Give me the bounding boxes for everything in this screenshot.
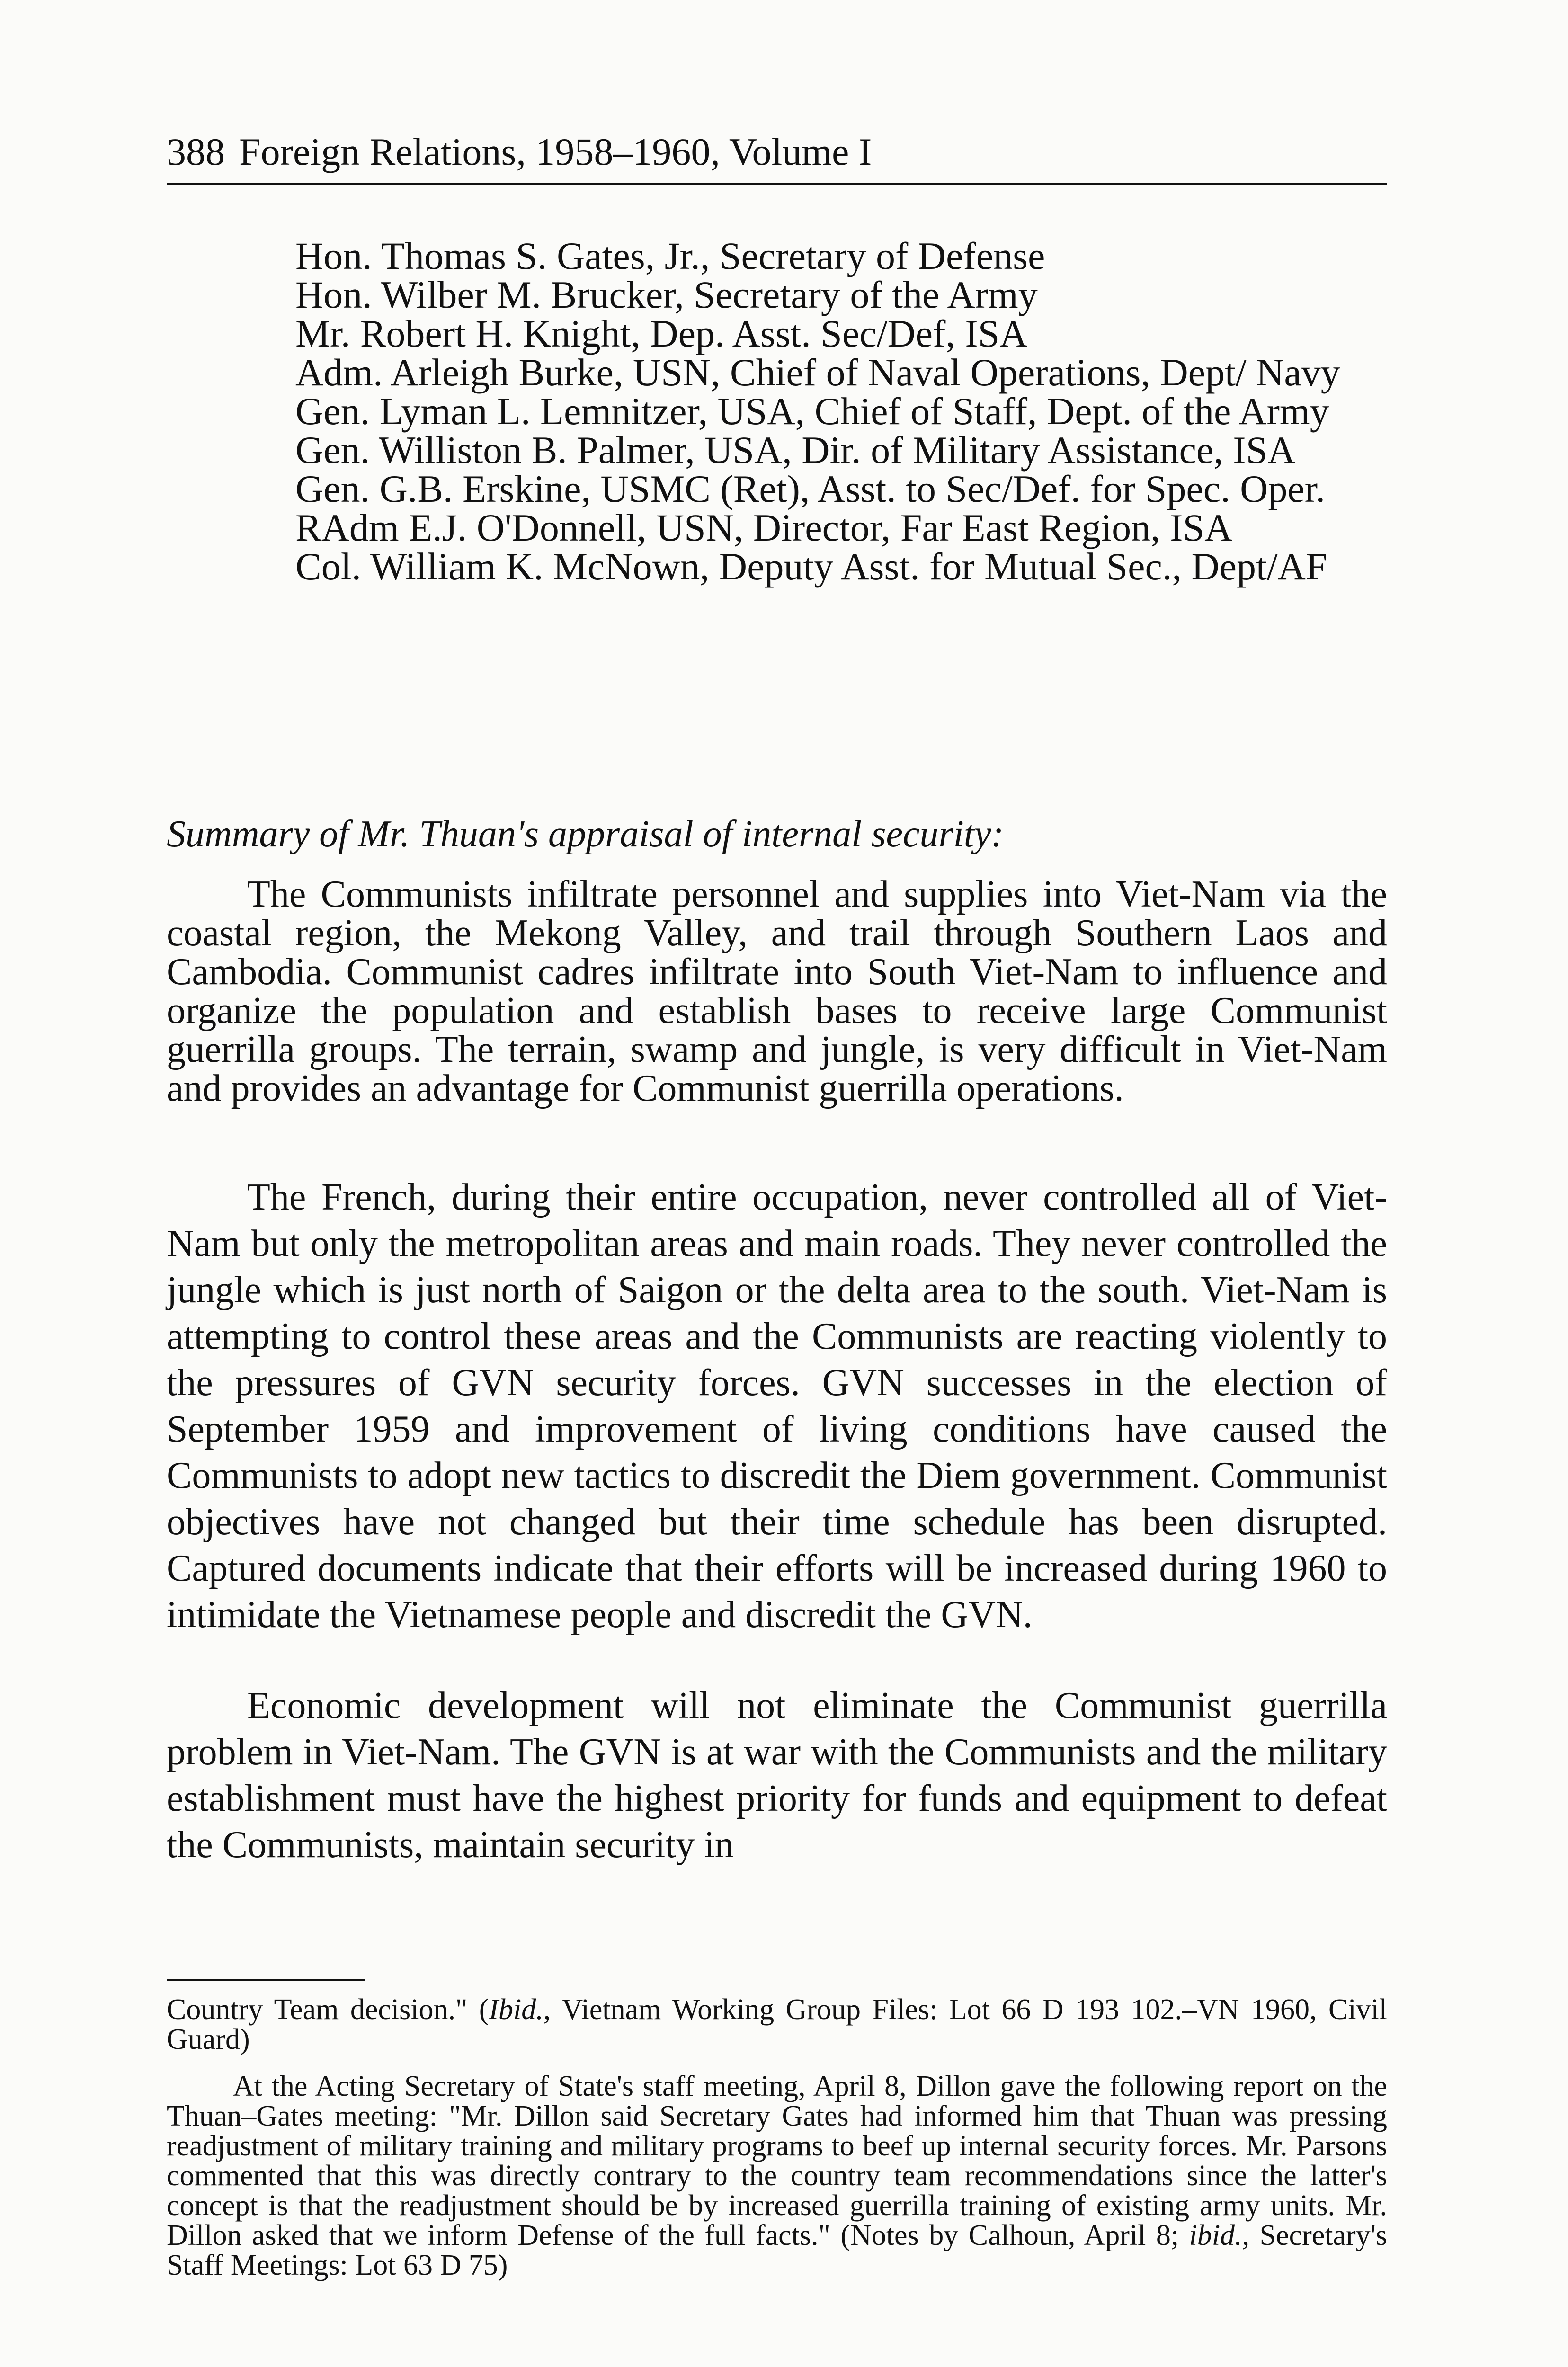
volume-title: Foreign Relations, 1958–1960, Volume I [239, 130, 872, 173]
attendee-item: Hon. Thomas S. Gates, Jr., Secretary of Defense [295, 234, 1045, 277]
attendee-item: Gen. G.B. Erskine, USMC (Ret), Asst. to Sec/Def. for Spec. Oper. [295, 467, 1326, 510]
footnote-continued: Country Team decision." (Ibid., Vietnam Working Group Files: Lot 66 D 193 102.–VN 1960, Civil Guard) [167, 1993, 1387, 2056]
summary-heading: Summary of Mr. Thuan's appraisal of internal security: [167, 813, 1004, 855]
running-head [167, 130, 1387, 173]
attendee-item: Mr. Robert H. Knight, Dep. Asst. Sec/Def, ISA [295, 312, 1028, 355]
attendee-item: Adm. Arleigh Burke, USN, Chief of Naval Operations, Dept/ Navy [295, 351, 1340, 394]
attendee-item: Gen. Williston B. Palmer, USA, Dir. of Military Assistance, ISA [295, 428, 1296, 472]
attendee-item: Col. William K. McNown, Deputy Asst. for Mutual Sec., Dept/AF [295, 545, 1327, 588]
attendee-list [295, 234, 1394, 588]
attendee-item: Gen. Lyman L. Lemnitzer, USA, Chief of Staff, Dept. of the Army [295, 390, 1329, 433]
body-paragraph: Economic development will not eliminate the Communist guerrilla problem in Viet-Nam. The GVN is at war with the Communists and the military establishment must have the highest priority for funds and equipment to defeat the Communists, maintain security in [167, 1685, 1387, 1866]
body-paragraph: The French, during their entire occupation, never controlled all of Viet-Nam but only the metropolitan areas and main roads. They never controlled the jungle which is just north of Saigon or the delta area to the south. Viet-Nam is attempting to control these areas and the Communists are reacting violently to the pressures of GVN security forces. GVN successes in the election of September 1959 and improvement of living conditions have caused the Communists to adopt new tactics to discredit the Diem government. Communist objectives have not changed but their time schedule has been disrupted. Captured documents indicate that their efforts will be increased during 1960 to intimidate the Vietnamese people and discredit the GVN. [167, 1176, 1387, 1636]
page-number: 388 [167, 130, 225, 173]
body-paragraph: The Communists infiltrate personnel and supplies into Viet-Nam via the coastal region, the Mekong Valley, and trail through Southern Laos and Cambodia. Communist cadres infiltrate into South Viet-Nam to influence and organize the population and establish bases to receive large Communist guerrilla groups. The terrain, swamp and jungle, is very difficult in Viet-Nam and provides an advantage for Communist guerrilla operations. [167, 873, 1387, 1109]
attendee-item: RAdm E.J. O'Donnell, USN, Director, Far East Region, ISA [295, 506, 1233, 549]
footnote-rule [167, 1979, 365, 1981]
attendee-item: Hon. Wilber M. Brucker, Secretary of the Army [295, 273, 1038, 316]
header-rule [167, 183, 1387, 185]
footnote: At the Acting Secretary of State's staff meeting, April 8, Dillon gave the following report on the Thuan–Gates meeting: "Mr. Dillon said Secretary Gates had informed him that Thuan was pressing readjustment of military training and military programs to beef up internal security forces. Mr. Parsons commented that this was directly contrary to the country team recommendations since the latter's concept is that the readjustment should be by increased guerrilla training of existing army units. Mr. Dillon asked that we inform Defense of the full facts." (Notes by Calhoun, April 8; ibid., Secretary's Staff Meetings: Lot 63 D 75) [167, 2070, 1387, 2281]
